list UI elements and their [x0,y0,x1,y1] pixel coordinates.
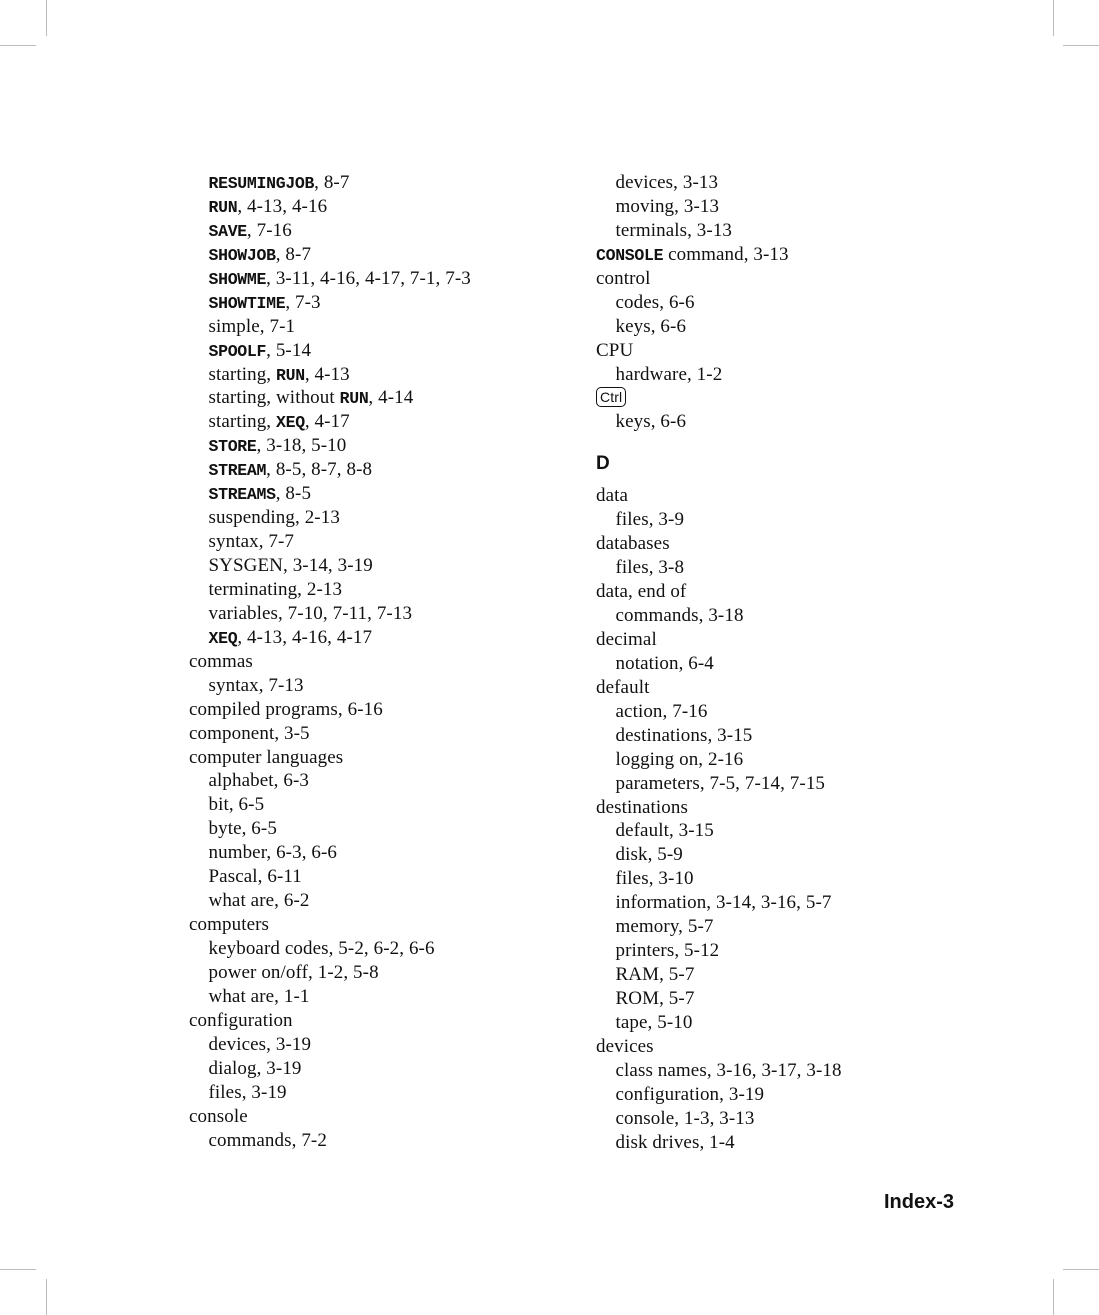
entry-text: compiled programs, 6-16 [189,698,383,720]
index-entry [596,339,996,363]
index-subentry [596,652,996,676]
entry-text: logging on, 2-16 [615,748,744,770]
index-subentry [596,867,996,891]
index-subentry [189,434,569,458]
index-subentry [596,171,996,195]
keycap-ctrl: Ctrl [596,387,626,407]
index-entry [189,1009,569,1033]
index-subentry [189,961,569,985]
index-subentry [189,626,569,650]
index-subentry [596,363,996,387]
index-entry [596,580,996,604]
index-entry [189,698,569,722]
index-entry [596,628,996,652]
index-subentry [596,604,996,628]
entry-text: class names, 3-16, 3-17, 3-18 [615,1059,842,1081]
entry-text: disk drives, 1-4 [615,1131,735,1153]
entry-text: commas [189,650,253,672]
index-column-left [189,171,569,1152]
entry-text: , 7-3 [285,291,321,313]
index-subentry [189,267,569,291]
entry-text: keys, 6-6 [615,411,687,433]
entry-text: commands, 7-2 [208,1129,327,1151]
entry-text: syntax, 7-13 [208,674,304,696]
entry-text: memory, 5-7 [615,916,714,938]
entry-text: default [596,676,650,698]
index-subentry [596,410,996,434]
index-subentry [189,793,569,817]
entry-text: , 4-13, 4-16, 4-17 [237,626,373,648]
entry-text: moving, 3-13 [615,195,720,217]
index-entry [596,386,996,410]
entry-text: console, 1-3, 3-13 [615,1107,755,1129]
entry-text: SYSGEN, 3-14, 3-19 [208,555,373,576]
entry-text: variables, 7-10, 7-11, 7-13 [208,602,413,624]
index-subentry [189,554,569,578]
entry-text: keys, 6-6 [615,315,687,337]
entry-text: parameters, 7-5, 7-14, 7-15 [615,772,826,794]
index-subentry [189,769,569,793]
entry-text: computers [189,914,270,936]
index-subentry [189,482,569,506]
crop-mark [0,45,36,46]
index-subentry [596,1059,996,1083]
command-keyword: RUN [276,365,305,385]
index-subentry [189,817,569,841]
index-subentry [189,363,569,387]
index-subentry [596,772,996,796]
command-keyword: XEQ [208,628,238,648]
index-subentry [189,1033,569,1057]
index-subentry [189,1057,569,1081]
entry-text: destinations, 3-15 [615,724,753,746]
index-subentry [596,508,996,532]
index-subentry [596,724,996,748]
command-keyword: RUN [208,197,238,217]
entry-text: , 8-5 [275,483,312,505]
index-subentry [596,1083,996,1107]
entry-text: suspending, 2-13 [208,507,340,529]
entry-text: , 3-18, 5-10 [256,435,347,457]
entry-text: starting, [208,363,276,385]
entry-text: power on/off, 1-2, 5-8 [208,961,379,983]
entry-text: , 4-17 [304,411,350,433]
command-keyword: STORE [208,437,257,457]
entry-text: decimal [596,628,657,650]
index-subentry [189,386,569,410]
entry-text: dialog, 3-19 [208,1057,302,1079]
entry-text: computer languages [189,746,344,768]
index-subentry [189,985,569,1009]
entry-text: data, end of [596,581,687,603]
entry-text: CPU [596,339,634,361]
index-subentry [189,1129,569,1153]
index-subentry [596,219,996,243]
index-entry [189,746,569,770]
entry-text: , 8-7 [314,172,350,193]
index-subentry [596,700,996,724]
command-keyword: RUN [339,389,369,409]
index-subentry [189,291,569,315]
index-subentry [189,339,569,363]
index-subentry [189,410,569,434]
index-subentry [596,891,996,915]
index-subentry [596,963,996,987]
entry-text: disk, 5-9 [615,844,683,866]
index-entry [596,243,996,267]
entry-text: hardware, 1-2 [615,363,723,385]
index-entry [189,650,569,674]
index-subentry [189,458,569,482]
entry-text: console [189,1105,248,1127]
index-column-right [596,171,996,1155]
index-subentry [596,915,996,939]
index-subentry [189,937,569,961]
index-subentry [596,819,996,843]
index-subentry [189,530,569,554]
index-subentry [596,939,996,963]
index-entry [189,913,569,937]
index-subentry [189,889,569,913]
entry-text: action, 7-16 [615,700,708,722]
entry-text: , 3-11, 4-16, 4-17, 7-1, 7-3 [266,267,471,289]
entry-text: configuration, 3-19 [615,1083,765,1105]
entry-text: tape, 5-10 [615,1011,693,1033]
entry-text: files, 3-10 [615,868,694,890]
index-subentry [596,315,996,339]
index-entry [596,1035,996,1059]
entry-text: configuration [189,1009,293,1031]
entry-text: , 5-14 [266,339,312,361]
index-subentry [189,195,569,219]
entry-text: , 7-16 [246,219,292,241]
crop-mark [0,1269,36,1270]
index-entry [596,484,996,508]
index-subentry [189,578,569,602]
index-subentry [189,1081,569,1105]
index-entry [596,532,996,556]
entry-text: data [596,485,629,507]
entry-text: starting, [208,411,276,433]
entry-text: , 4-13 [304,363,350,385]
entry-text: byte, 6-5 [208,818,277,840]
index-subentry [596,1131,996,1155]
crop-mark [1053,0,1054,36]
entry-text: syntax, 7-7 [208,531,295,553]
entry-text: , 4-14 [368,387,414,409]
index-entry [596,796,996,820]
entry-text: codes, 6-6 [615,291,695,313]
index-subentry [189,674,569,698]
index-subentry [189,506,569,530]
entry-text: files, 3-19 [208,1081,287,1103]
index-subentry [596,748,996,772]
crop-mark [1053,1279,1054,1315]
entry-text: ROM, 5-7 [615,988,695,1009]
entry-text: commands, 3-18 [615,605,744,626]
entry-text: simple, 7-1 [208,315,296,337]
crop-mark [1063,1269,1099,1270]
crop-mark [46,0,47,36]
entry-text: terminating, 2-13 [208,578,343,600]
entry-text: what are, 1-1 [208,985,310,1007]
index-entry [596,267,996,291]
entry-text: number, 6-3, 6-6 [208,842,338,864]
index-subentry [596,1107,996,1131]
entry-text: alphabet, 6-3 [208,770,309,792]
entry-text: what are, 6-2 [208,890,310,912]
entry-text: RAM, 5-7 [615,964,695,986]
index-subentry [596,987,996,1011]
index-subentry [596,195,996,219]
entry-text: bit, 6-5 [208,794,265,816]
index-subentry [189,243,569,267]
entry-text: devices, 3-13 [615,172,719,193]
command-keyword: SPOOLF [208,341,267,361]
entry-text: devices [596,1035,654,1057]
entry-text: control [596,267,651,289]
index-subentry [189,841,569,865]
entry-text: devices, 3-19 [208,1033,312,1055]
command-keyword: CONSOLE [596,245,664,265]
entry-text: databases [596,533,670,555]
entry-text: files, 3-8 [615,557,685,579]
index-subentry [596,843,996,867]
command-keyword: SHOWTIME [208,293,286,313]
entry-text: terminals, 3-13 [615,219,733,241]
index-subentry [596,556,996,580]
index-subentry [189,602,569,626]
index-subentry [596,291,996,315]
entry-text: notation, 6-4 [615,652,714,674]
index-entry [596,676,996,700]
entry-text: , 4-13, 4-16 [237,195,328,217]
entry-text: keyboard codes, 5-2, 6-2, 6-6 [208,938,435,959]
section-heading: D [596,453,610,475]
crop-mark [46,1279,47,1315]
entry-text: Pascal, 6-11 [208,866,302,888]
index-subentry [596,1011,996,1035]
entry-text: starting, without [208,387,340,409]
entry-text: printers, 5-12 [615,940,720,962]
command-keyword: SHOWJOB [208,245,276,265]
index-subentry [189,219,569,243]
entry-text: , 8-7 [275,243,312,265]
entry-text: , 8-5, 8-7, 8-8 [266,459,373,481]
index-subentry [189,865,569,889]
command-keyword: STREAM [208,461,267,481]
command-keyword: RESUMINGJOB [208,174,315,193]
crop-mark [1063,45,1099,46]
entry-text: component, 3-5 [189,722,310,744]
index-subentry [189,171,569,195]
index-entry [189,1105,569,1129]
command-keyword: STREAMS [208,485,276,505]
entry-text: files, 3-9 [615,509,685,531]
command-keyword: SAVE [208,221,247,241]
entry-text: command, 3-13 [663,243,789,265]
entry-text: destinations [596,796,688,818]
command-keyword: XEQ [276,413,305,433]
command-keyword: SHOWME [208,269,267,289]
index-entry [189,722,569,746]
index-subentry [189,315,569,339]
entry-text: information, 3-14, 3-16, 5-7 [615,892,832,914]
entry-text: default, 3-15 [615,820,714,842]
page-folio: Index-3 [883,1191,954,1213]
